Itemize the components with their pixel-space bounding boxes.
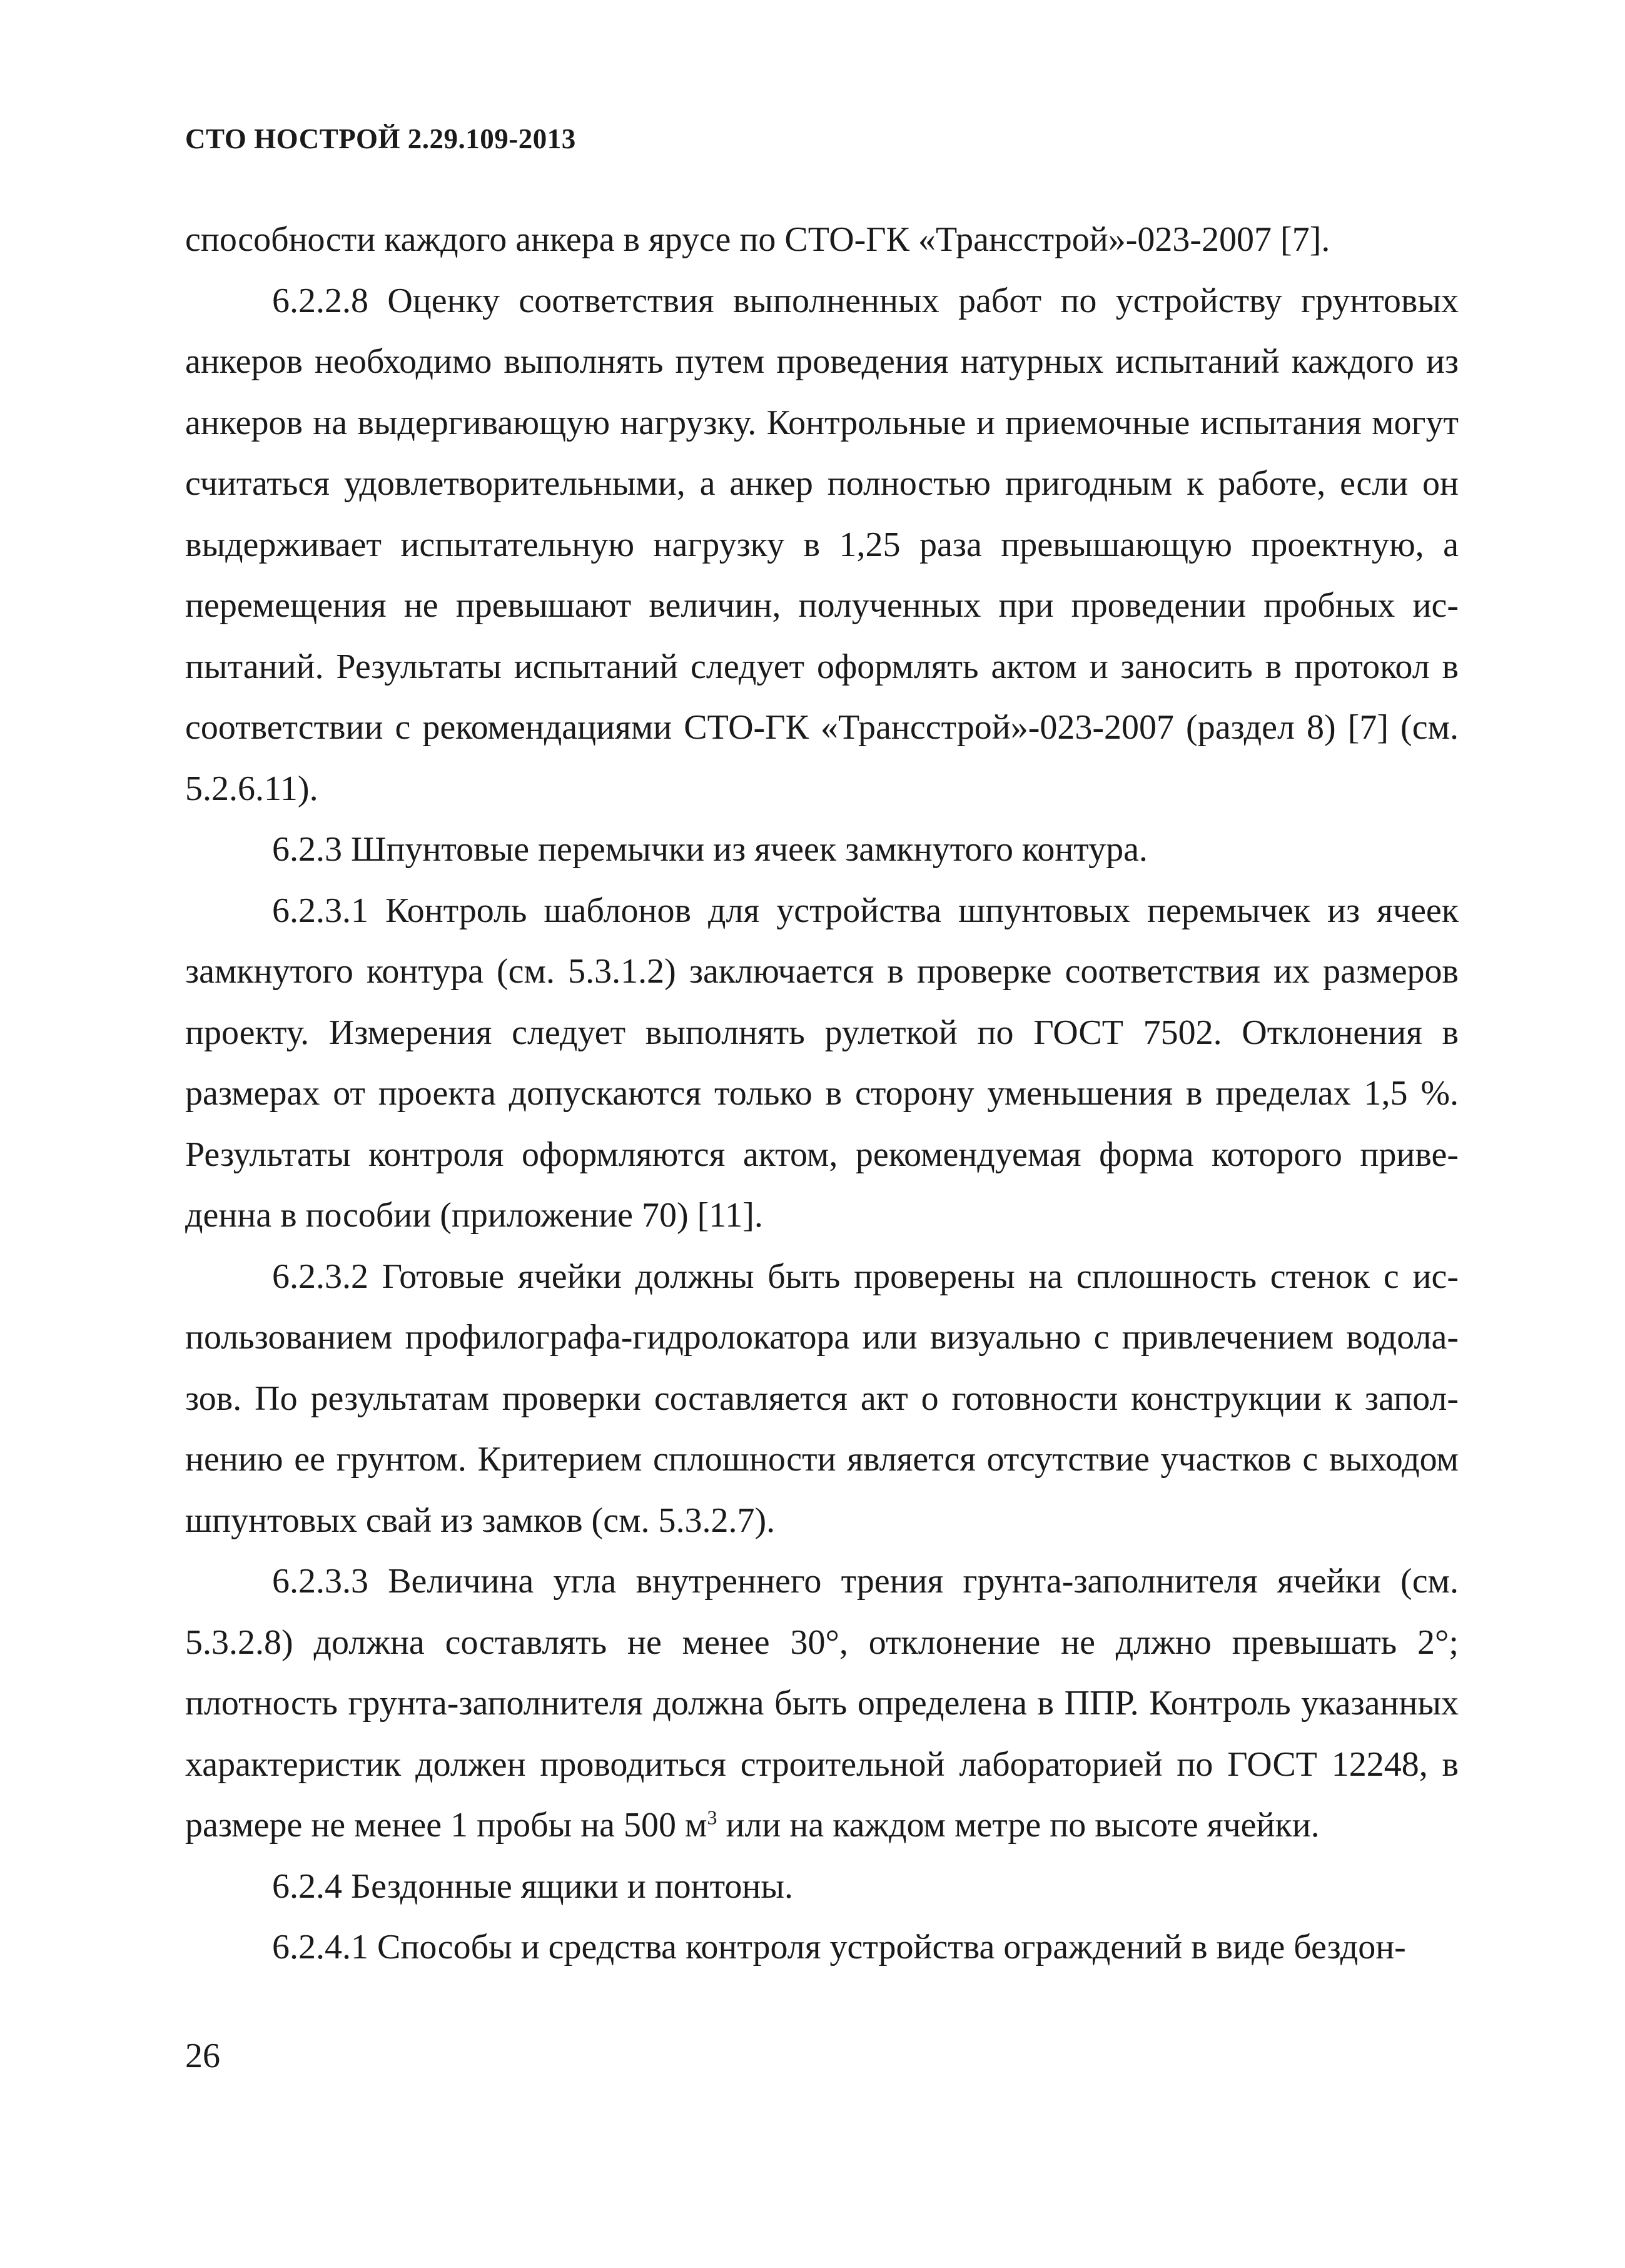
paragraph-6-2-3-heading: 6.2.3 Шпунтовые перемычки из ячеек замкнутого контура.: [272, 830, 1148, 869]
paragraph-6-2-3-2: 6.2.3.2 Готовые ячейки должны быть проверены на сплошность стенок с использованием профилографа-гидролокатора или визуально с привлечением водолазов. По результатам проверки составляется акт о готовности конструкции к заполнению ее грунтом. Критерием сплошности является отсутствие участков с выходом шпунтовых свай из замков (см. 5.3.2.7).: [185, 1257, 1459, 1540]
paragraph-6-2-3-3-tail: или на каждом метре по высоте ячейки.: [717, 1806, 1320, 1845]
page-number: 26: [185, 2037, 220, 2075]
paragraph-6-2-2-8: 6.2.2.8 Оценку соответствия выполненных работ по устройству грунтовых анкеров необходимо выполнять путем проведения натурных испытаний каждого из анкеров на выдергивающую нагрузку. Контрольные и приемочные испытания могут считаться удовлетворительными, а анкер полностью пригодным к работе, если он выдерживает испытательную нагрузку в 1,25 раза превышающую проектную, а перемещения не превышают величин, полученных при проведении пробных испытаний. Результаты испытаний следует оформлять актом и заносить в протокол в соответствии с рекомендациями СТО-ГК «Трансстрой»-023-2007 (раздел 8) [7] (см. 5.2.6.11).: [185, 281, 1459, 808]
superscript-cubic: 3: [707, 1806, 717, 1829]
paragraph-6-2-3-1: 6.2.3.1 Контроль шаблонов для устройства шпунтовых перемычек из ячеек замкнутого контура (см. 5.3.1.2) заключается в проверке соответствия их размеров проекту. Измерения следует выполнять рулеткой по ГОСТ 7502. Отклонения в размерах от проекта допускаются только в сторону уменьшения в пределах 1,5 %. Результаты контроля оформляются актом, рекомендуемая форма которого приведенна в пособии (приложение 70) [11].: [185, 891, 1459, 1235]
page-header: СТО НОСТРОЙ 2.29.109-2013: [185, 123, 576, 154]
body-text: [185, 210, 1459, 1978]
paragraph-6-2-4-1: 6.2.4.1 Способы и средства контроля устройства ограждений в виде бездон-: [272, 1928, 1406, 1967]
paragraph-continuation: способности каждого анкера в ярусе по СТО-ГК «Трансстрой»-023-2007 [7].: [185, 220, 1330, 259]
paragraph-6-2-4-heading: 6.2.4 Бездонные ящики и понтоны.: [272, 1866, 793, 1906]
paragraph-6-2-3-3: [185, 1551, 1459, 1856]
paragraph-6-2-3-3-text: 6.2.3.3 Величина угла внутреннего трения грунта-заполнителя ячейки (см. 5.3.2.8) должна составлять не менее 30°, отклонение не длжно превышать 2°; плотность грунта-заполнителя должна быть определена в ППР. Контроль указанных характеристик должен проводиться строительной лабораторией по ГОСТ 12248, в размере не менее 1 пробы на 500 м: [185, 1562, 1459, 1845]
